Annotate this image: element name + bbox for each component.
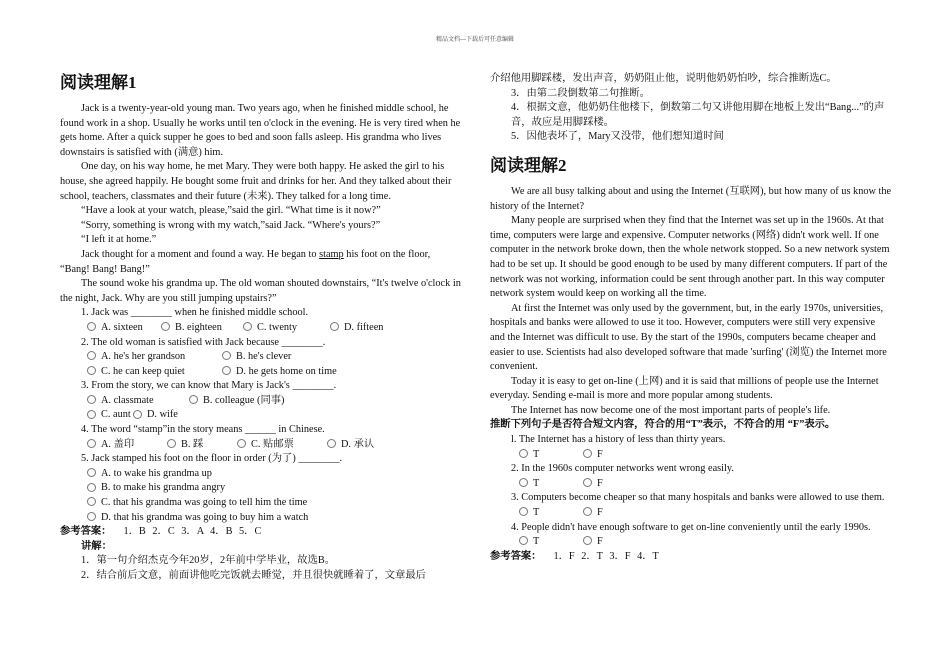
option[interactable] xyxy=(161,321,243,336)
tf-options xyxy=(490,535,892,550)
option[interactable] xyxy=(133,408,178,423)
option-label: A. 盖印 xyxy=(101,438,135,450)
radio-button[interactable] xyxy=(327,439,336,448)
question-5: 5. Jack stamped his foot on the floor in order (为了) ________. xyxy=(81,453,343,465)
radio-button[interactable] xyxy=(87,497,96,506)
option-label: B. 踩 xyxy=(181,438,204,450)
option[interactable] xyxy=(87,496,307,511)
option[interactable] xyxy=(222,365,337,380)
tf-question-2: 2. In the 1960s computer networks went wrong easily. xyxy=(511,463,734,475)
option-label: F xyxy=(597,448,603,460)
option[interactable] xyxy=(519,448,583,463)
question-5-options xyxy=(60,496,462,511)
radio-button[interactable] xyxy=(330,322,339,331)
option[interactable] xyxy=(87,321,161,336)
explanation-line: 介绍他用脚踩楼，发出声音，奶奶阻止他，说明他奶奶怕吵，综合推断选C。 xyxy=(490,73,837,84)
underlined-word: stamp xyxy=(319,248,344,260)
answer-label: 参考答案： xyxy=(60,526,112,538)
question-3: 3. From the story, we can know that Mary is Jack's ________. xyxy=(81,380,337,392)
radio-button[interactable] xyxy=(87,512,96,521)
option-label: T xyxy=(533,477,540,489)
radio-button[interactable] xyxy=(583,449,592,458)
option-label: F xyxy=(597,536,603,548)
option-label: C. aunt xyxy=(101,409,131,421)
option-label: B. he's clever xyxy=(236,351,292,363)
radio-button[interactable] xyxy=(519,507,528,516)
answer-values: 1．B 2．C 3．A 4．B 5．C xyxy=(123,526,262,538)
passage-paragraph: The Internet has now become one of the most important parts of people's life. xyxy=(511,404,831,416)
radio-button[interactable] xyxy=(87,322,96,331)
question-1: 1. Jack was ________ when he finished middle school. xyxy=(81,307,309,319)
option[interactable] xyxy=(243,321,330,336)
tf-question-1: l. The Internet has a history of less than thirty years. xyxy=(511,434,726,446)
radio-button[interactable] xyxy=(87,483,96,492)
reading-2-column xyxy=(490,72,892,564)
question-3-options xyxy=(60,408,462,423)
radio-button[interactable] xyxy=(519,478,528,487)
option[interactable] xyxy=(519,535,583,550)
radio-button[interactable] xyxy=(243,322,252,331)
option-label: D. that his grandma was going to buy him a watch xyxy=(101,511,309,523)
answer-key xyxy=(490,550,892,565)
text-run: his foot on the floor, “Bang! Bang! Bang!” xyxy=(60,248,431,275)
option-label: C. 贴邮票 xyxy=(251,438,294,450)
option-label: T xyxy=(533,507,540,519)
option[interactable] xyxy=(519,477,583,492)
explanation-line: 1．第一句介绍杰克今年20岁，2年前中学毕业，故选B。 xyxy=(81,555,335,567)
option-label: A. classmate xyxy=(101,394,154,406)
explanation-line: 2．结合前后文意，前面讲他吃完饭就去睡觉，并且很快就睡着了，文章最后 xyxy=(81,570,426,581)
radio-button[interactable] xyxy=(222,351,231,360)
reading-1-title: 阅读理解1 xyxy=(60,73,137,92)
option-label: A. to wake his grandma up xyxy=(101,467,212,479)
text-run: Jack thought for a moment and found a way. He began to xyxy=(81,248,320,260)
question-4-options xyxy=(60,438,462,453)
option[interactable] xyxy=(189,394,285,409)
option[interactable] xyxy=(87,511,308,526)
radio-button[interactable] xyxy=(189,395,198,404)
passage-paragraph: One day, on his way home, he met Mary. They were both happy. He asked the girl to his house, she agreed happily. He bought some fruit and drinks for her. And they talked about their school, teachers, classmates and their future (未来). They talked for a long time. xyxy=(60,161,452,202)
answer-label: 参考答案： xyxy=(490,550,542,562)
tf-options xyxy=(490,448,892,463)
option-label: C. he can keep quiet xyxy=(101,365,185,377)
option-label: D. wife xyxy=(147,409,178,421)
option[interactable] xyxy=(87,467,212,482)
option-label: A. he's her grandson xyxy=(101,351,186,363)
radio-button[interactable] xyxy=(519,536,528,545)
option[interactable] xyxy=(583,477,603,492)
passage-paragraph xyxy=(60,248,462,277)
option[interactable] xyxy=(583,506,603,521)
radio-button[interactable] xyxy=(583,536,592,545)
option-label: D. fifteen xyxy=(344,321,384,333)
tf-options xyxy=(490,477,892,492)
explanation-line: 5．因他表坏了，Mary又没带，他们想知道时间 xyxy=(511,131,724,143)
option-label: T xyxy=(533,536,540,548)
radio-button[interactable] xyxy=(167,439,176,448)
option[interactable] xyxy=(87,408,133,423)
passage-paragraph: Today it is easy to get on-line (上网) and it is said that millions of people use the Internet everyday. Sending e-mail is more and more popular among students. xyxy=(490,375,879,402)
question-2: 2. The old woman is satisfied with Jack because ________. xyxy=(81,336,326,348)
question-1-options xyxy=(60,321,462,336)
radio-button[interactable] xyxy=(222,366,231,375)
passage-paragraph: “Have a look at your watch, please,”said the girl. “What time is it now?” xyxy=(81,205,381,217)
question-4: 4. The word “stamp”in the story means ______ in Chinese. xyxy=(81,424,325,436)
option-label: D. he gets home on time xyxy=(236,365,337,377)
passage-paragraph: The sound woke his grandma up. The old woman shouted downstairs, “It's twelve o'clock in the night, Jack. Why are you still jumping upstairs?” xyxy=(60,278,461,304)
option[interactable] xyxy=(87,438,167,453)
passage-paragraph: Jack is a twenty-year-old young man. Two years ago, when he finished middle school, he found work in a shop. Usually he works until ten o'clock in the evening. He is very tired when he gets home. After a quick supper he goes to bed and soon falls asleep. His grandma who lives downstairs is satisfied with (满意) him. xyxy=(60,103,461,158)
radio-button[interactable] xyxy=(519,449,528,458)
question-2-options xyxy=(60,350,462,365)
option[interactable] xyxy=(87,481,225,496)
option-label: B. to make his grandma angry xyxy=(101,482,226,494)
radio-button[interactable] xyxy=(133,410,142,419)
answer-key xyxy=(60,525,462,540)
option[interactable] xyxy=(87,365,222,380)
radio-button[interactable] xyxy=(87,351,96,360)
question-3-options xyxy=(60,394,462,409)
radio-button[interactable] xyxy=(583,507,592,516)
option-label: F xyxy=(597,477,603,489)
explanation-label: 讲解： xyxy=(81,540,112,552)
option-label: C. that his grandma was going to tell him the time xyxy=(101,497,308,509)
explanation-line: 3．由第二段倒数第二句推断。 xyxy=(511,87,651,99)
option[interactable] xyxy=(222,350,291,365)
radio-button[interactable] xyxy=(87,410,96,419)
option-label: C. twenty xyxy=(257,321,298,333)
reading-2-title: 阅读理解2 xyxy=(490,155,567,175)
passage-paragraph: At first the Internet was only used by the government, but, in the early 1970s, universities, hospitals and banks were allowed to use it too. However, computers were still very expensive and the Internet was difficult to use. By the start of the 1990s, computers became cheaper and easier to use. Scientists had also developed software that made 'surfing' (浏览) the Internet more convenient. xyxy=(490,302,887,373)
radio-button[interactable] xyxy=(583,478,592,487)
tf-instruction: 推断下列句子是否符合短文内容，符合的用“T”表示，不符合的用 “F”表示。 xyxy=(490,419,836,431)
passage-paragraph: Many people are surprised when they find that the Internet was set up in the 1960s. At that time, computers were large and expensive. Computer networks (网络) didn't work well. If one computer in the network broke down, then the whole network stopped. So a new network system had to be set up. It should be good enough to be used by many different computers. If part of the network was not working, information could be sent through another part. In this way computer network system would keep on working all the time. xyxy=(490,215,890,300)
question-5-options xyxy=(60,467,462,482)
option-label: T xyxy=(533,448,540,460)
radio-button[interactable] xyxy=(87,395,96,404)
passage-paragraph: We are all busy talking about and using the Internet (互联网), but how many of us know the history of the Internet? xyxy=(490,185,892,212)
option[interactable] xyxy=(583,535,603,550)
question-2-options xyxy=(60,365,462,380)
option-label: B. colleague (同事) xyxy=(203,394,285,406)
explanation-line: 4．根据文意，他奶奶住他楼下，倒数第二句又讲他用脚在地板上发出“Bang...”的声音，故应是用脚踩楼。 xyxy=(511,102,885,128)
option-label: D. 承认 xyxy=(341,438,375,450)
tf-options xyxy=(490,506,892,521)
option[interactable] xyxy=(167,438,237,453)
option[interactable] xyxy=(237,438,327,453)
tf-question-4: 4. People didn't have enough software to get on-line conveniently until the early 1990s. xyxy=(511,521,871,533)
passage-paragraph: “I left it at home.” xyxy=(81,234,157,246)
option-label: F xyxy=(597,507,603,519)
option[interactable] xyxy=(87,350,222,365)
radio-button[interactable] xyxy=(237,439,246,448)
option[interactable] xyxy=(87,394,189,409)
option[interactable] xyxy=(583,448,603,463)
passage-paragraph: “Sorry, something is wrong with my watch,”said Jack. “Where's yours?” xyxy=(81,219,381,231)
option[interactable] xyxy=(327,438,374,453)
radio-button[interactable] xyxy=(87,366,96,375)
answer-values: 1．F 2．T 3．F 4．T xyxy=(553,550,659,562)
option[interactable] xyxy=(519,506,583,521)
page-header: 精品文档---下载后可任意编辑 xyxy=(436,37,514,43)
radio-button[interactable] xyxy=(161,322,170,331)
option-label: B. eighteen xyxy=(175,321,222,333)
radio-button[interactable] xyxy=(87,468,96,477)
question-5-options xyxy=(60,511,462,526)
radio-button[interactable] xyxy=(87,439,96,448)
option[interactable] xyxy=(330,321,383,336)
option-label: A. sixteen xyxy=(101,321,143,333)
question-5-options xyxy=(60,481,462,496)
reading-1-column xyxy=(60,60,462,584)
tf-question-3: 3. Computers become cheaper so that many hospitals and banks were allowed to use them. xyxy=(511,492,885,504)
